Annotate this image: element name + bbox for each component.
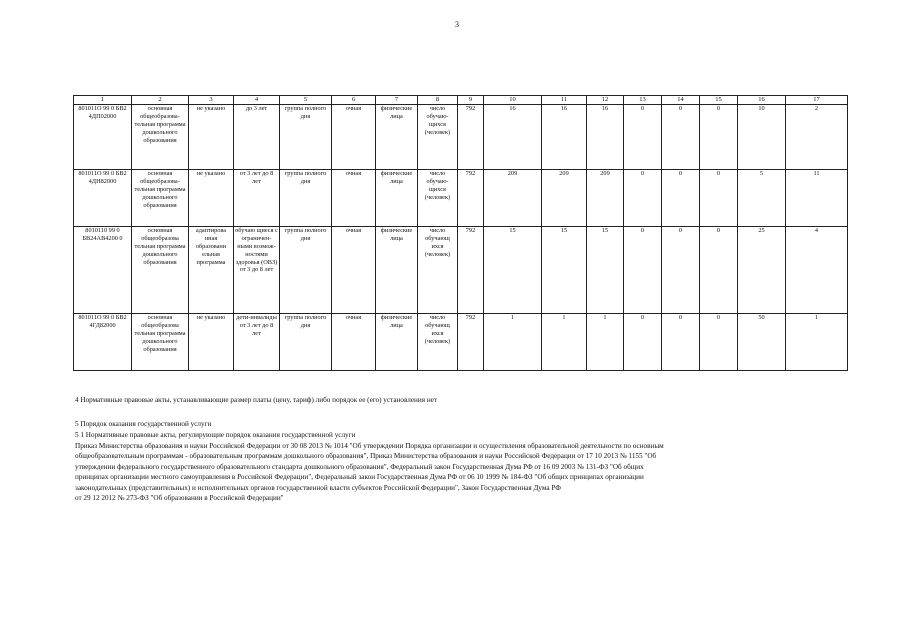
column-header: 17	[786, 96, 848, 105]
table-cell: очная	[332, 105, 376, 170]
table-cell: 209	[542, 170, 587, 227]
header-row	[74, 96, 848, 105]
table-cell: обучаю щиеся с ограничен-ными возмож-ностями здоровья (ОВЗ) от 3 до 8 лет	[234, 227, 280, 314]
column-header: 1	[74, 96, 132, 105]
table-cell: основная общеобразова-тельная программа дошкольного образования	[132, 170, 189, 227]
section-5-title: 5 Порядок оказания государственной услуги	[75, 420, 212, 428]
table-cell: 801011О 99 0 БВ2 4ДП02000	[74, 105, 132, 170]
table-cell: 0	[700, 170, 738, 227]
table-cell: адаптирова нная образовани ельная программа	[189, 227, 234, 314]
table-cell: 0	[662, 227, 700, 314]
table-cell: физические лица	[376, 227, 418, 314]
section-4-text: 4 Нормативные правовые акты, устанавливающие размер платы (цену, тариф) либо порядок ее (его) установления нет	[75, 396, 438, 404]
column-header: 10	[484, 96, 542, 105]
table-cell: 25	[738, 227, 786, 314]
table-cell: основная общеобразова тельная программа дошкольного образования	[132, 314, 189, 371]
table-cell: до 3 лет	[234, 105, 280, 170]
legal-acts-paragraph	[75, 441, 845, 504]
paragraph-line: общеобразовательным программам - образовательным программам дошкольного образования", Приказ Министерства образования и науки Российской Федерации от 17 10 2013 № 1155 "Об	[75, 452, 657, 461]
table-cell: основная общеобразова тельная программа дошкольного образования	[132, 227, 189, 314]
table-cell: 16	[542, 105, 587, 170]
table-cell: от 3 лет до 8 лет	[234, 170, 280, 227]
column-header: 4	[234, 96, 280, 105]
paragraph-line: принципах организации местного самоуправления в Российской Федерации", Федеральный закон Государственная Дума РФ от 06 10 1999 № 184-ФЗ "Об общих принципах организации	[75, 473, 644, 482]
table-cell: 209	[587, 170, 624, 227]
paragraph-line: законодательных (представительных) и исполнительных органов государственной власти субъектов Российской Федерации", Закон Государственная Дума РФ	[75, 483, 561, 492]
table-cell: группа полного дня	[280, 105, 332, 170]
table-cell: 15	[542, 227, 587, 314]
table-cell: группа полного дня	[280, 314, 332, 371]
table-cell: очная	[332, 170, 376, 227]
table-row	[74, 105, 848, 170]
table-cell: 792	[458, 105, 484, 170]
table-cell: 16	[484, 105, 542, 170]
column-header: 14	[662, 96, 700, 105]
table-row	[74, 170, 848, 227]
column-header: 11	[542, 96, 587, 105]
paragraph-line: утверждении федерального государственного образовательного стандарта дошкольного образования", Федеральный закон Государственная Дума РФ от 16 09 2003 № 131-ФЗ "Об общих	[75, 462, 644, 471]
table-cell: 10	[738, 105, 786, 170]
table-cell: 801011О 99 0 БВ2 4ГД82000	[74, 314, 132, 371]
section-5-1-subtitle: 5 1 Нормативные правовые акты, регулирующие порядок оказания государственной услуги	[75, 431, 356, 439]
table-cell: 1	[587, 314, 624, 371]
table-cell: 8010110 99 0 БВ24АВ4200 0	[74, 227, 132, 314]
table-cell: группа полного дня	[280, 170, 332, 227]
table-cell: число обучаю-щихся (человек)	[418, 105, 458, 170]
column-header: 7	[376, 96, 418, 105]
table-cell: 792	[458, 170, 484, 227]
table-cell: 0	[700, 227, 738, 314]
table-row	[74, 227, 848, 314]
table-cell: 0	[624, 105, 662, 170]
table-cell: очная	[332, 227, 376, 314]
column-header: 12	[587, 96, 624, 105]
table-cell: 4	[786, 227, 848, 314]
column-header: 5	[280, 96, 332, 105]
paragraph-line: от 29 12 2012 № 273-ФЗ "Об образовании в Российской Федерации"	[75, 494, 284, 503]
table-cell: очная	[332, 314, 376, 371]
table-cell: физические лица	[376, 314, 418, 371]
column-header: 6	[332, 96, 376, 105]
table-cell: не указано	[189, 314, 234, 371]
column-header: 8	[418, 96, 458, 105]
table-cell: 0	[624, 227, 662, 314]
table-cell: дети-инвалиды от 3 лет до 8 лет	[234, 314, 280, 371]
table-cell: 0	[662, 170, 700, 227]
table-cell: не указано	[189, 105, 234, 170]
table-cell: 801011О 99 0 БВ2 4ДН82000	[74, 170, 132, 227]
table-cell: 2	[786, 105, 848, 170]
column-header: 3	[189, 96, 234, 105]
table-cell: 0	[700, 105, 738, 170]
table-row	[74, 314, 848, 371]
table-cell: 792	[458, 227, 484, 314]
paragraph-line: Приказ Министерства образования и науки Российской Федерации от 30 08 2013 № 1014 "Об утверждении Порядка организации и осуществления образовательной деятельности по основным	[75, 442, 664, 450]
table-cell: не указано	[189, 170, 234, 227]
column-header: 9	[458, 96, 484, 105]
table-cell: 792	[458, 314, 484, 371]
table-cell: число обучаю-щихся (человек)	[418, 170, 458, 227]
table-cell: 11	[786, 170, 848, 227]
table-cell: 0	[700, 314, 738, 371]
table-cell: 15	[587, 227, 624, 314]
table-cell: физические лица	[376, 105, 418, 170]
table-cell: 1	[786, 314, 848, 371]
table-cell: 0	[624, 314, 662, 371]
table-cell: 50	[738, 314, 786, 371]
table-cell: 0	[662, 314, 700, 371]
table-cell: группа полного дня	[280, 227, 332, 314]
table-cell: физические лица	[376, 170, 418, 227]
table-cell: число обучающ ихся (человек)	[418, 227, 458, 314]
table-cell: 16	[587, 105, 624, 170]
table-cell: 1	[484, 314, 542, 371]
column-header: 15	[700, 96, 738, 105]
column-header: 16	[738, 96, 786, 105]
table-cell: 5	[738, 170, 786, 227]
table-cell: 15	[484, 227, 542, 314]
column-header: 13	[624, 96, 662, 105]
table-cell: 0	[624, 170, 662, 227]
table-cell: 1	[542, 314, 587, 371]
table-cell: 0	[662, 105, 700, 170]
page-number: 3	[455, 20, 459, 29]
column-header: 2	[132, 96, 189, 105]
table-cell: 209	[484, 170, 542, 227]
table-cell: число обучающ ихся (человек)	[418, 314, 458, 371]
table-cell: основная общеобразова-тельная программа дошкольного образования	[132, 105, 189, 170]
service-table	[73, 95, 848, 371]
